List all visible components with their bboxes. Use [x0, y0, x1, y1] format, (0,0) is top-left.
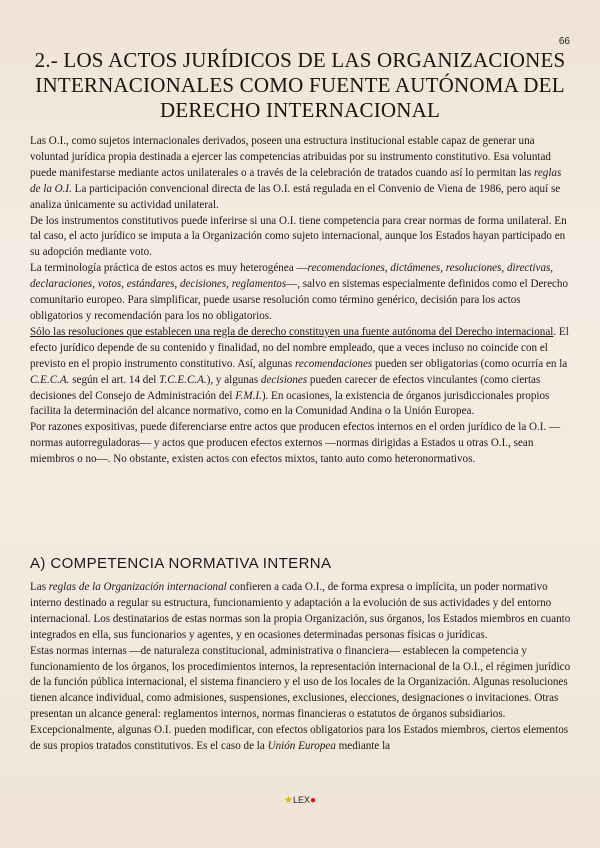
intro-paragraph-5: Por razones expositivas, puede diferenciarse entre actos que producen efectos internos en el orden jurídico de la O.I. —normas autorreguladoras— y actos que producen efectos externos —normas dirigidas a Estados u otras O.I., sean miembros o no—. No obstante, existen actos con efectos mixtos, tanto auto como heteronormativos. [30, 421, 561, 466]
footer-logo [0, 795, 600, 806]
key-statement: Sólo las resoluciones que establecen una regla de derecho constituyen una fuente autónoma del Derecho internacional [30, 325, 554, 338]
intro-paragraph-4: Sólo las resoluciones que establecen una regla de derecho constituyen una fuente autónoma del Derecho internacional. El efecto jurídico depende de su contenido y finalidad, no del nombre empleado, que a veces incluso no coincide con el previsto en el propio instrumento constitutivo. Así, algunas recomendaciones pueden ser obligatorias (como ocurría en la C.E.C.A. según el art. 14 del T.C.E.C.A.), y algunas decisiones pueden carecer de efectos vinculantes (como ciertas decisiones del Consejo de Administración del F.M.I.). En ocasiones, la existencia de órganos jurisdiccionales propios facilita la determinación del alcance normativo, como en la Comunidad Andina o la Unión Europea. [30, 325, 569, 418]
star-icon: ★ [283, 795, 293, 806]
intro-paragraph-2: De los instrumentos constitutivos puede inferirse si una O.I. tiene competencia para crear normas de forma unilateral. En tal caso, el acto jurídico se imputa a la Organización como sujeto internacional, aunque los Estados hayan participado en su adopción mediante voto. [30, 214, 567, 259]
intro-paragraph-1: Las O.I., como sujetos internacionales derivados, poseen una estructura institucional estable capaz de generar una voluntad jurídica propia destinada a ejercer las competencias atribuidas por su instrumento constitutivo. Esa voluntad puede manifestarse mediante actos unilaterales o a través de la celebración de tratados cuando así lo permitan las reglas de la O.I. La participación convencional directa de las O.I. está regulada en el Convenio de Viena de 1986, pero aquí se analiza únicamente su actividad unilateral. [30, 135, 562, 211]
page-title: 2.- LOS ACTOS JURÍDICOS DE LAS ORGANIZACIONES INTERNACIONALES COMO FUENTE AUTÓNOMA DEL DERECHO INTERNACIONAL [34, 48, 566, 122]
section-a-heading: A) COMPETENCIA NORMATIVA INTERNA [30, 555, 332, 572]
intro-body [30, 134, 572, 468]
section-a-paragraph-1: Las reglas de la Organización internacional confieren a cada O.I., de forma expresa o implícita, un poder normativo interno destinado a regular su estructura, funcionamiento y adaptación a la evolución de sus actividades y del entorno internacional. Los destinatarios de estas normas son la propia Organización, sus órganos, los Estados miembros en cuanto integrados en ella, sus funcionarios y agentes, y en ocasiones determinadas personas físicas o jurídicas. [30, 581, 571, 641]
intro-paragraph-3: La terminología práctica de estos actos es muy heterogénea —recomendaciones, dictámenes, resoluciones, directivas, declaraciones, votos, estándares, decisiones, reglamentos—, salvo en sistemas especialmente definidos como el Derecho comunitario europeo. Para simplificar, puede usarse resolución como término genérico, decisión para los actos obligatorios y recomendación para los no obligatorios. [30, 262, 569, 322]
drop-icon: ● [309, 795, 317, 806]
brand-name: LEX [292, 795, 310, 805]
section-a-body [30, 580, 572, 755]
section-a-paragraph-2: Estas normas internas —de naturaleza constitucional, administrativa o financiera— establecen la competencia y funcionamiento de los órganos, los procedimientos internos, la representación internacional de la O.I., el régimen jurídico de la función pública internacional, el sistema financiero y el uso de los locales de la Organización. Algunas resoluciones tienen alcance individual, como admisiones, suspensiones, exclusiones, elecciones, designaciones o invitaciones. Otras presentan un alcance general: reglamentos internos, normas financieras o estatutos de órganos subsidiarios. Excepcionalmente, algunas O.I. pueden modificar, con efectos obligatorios para los Estados miembros, ciertos elementos de sus propios tratados constitutivos. Es el caso de la Unión Europea mediante la [30, 644, 571, 753]
page-number: 66 [558, 36, 570, 47]
